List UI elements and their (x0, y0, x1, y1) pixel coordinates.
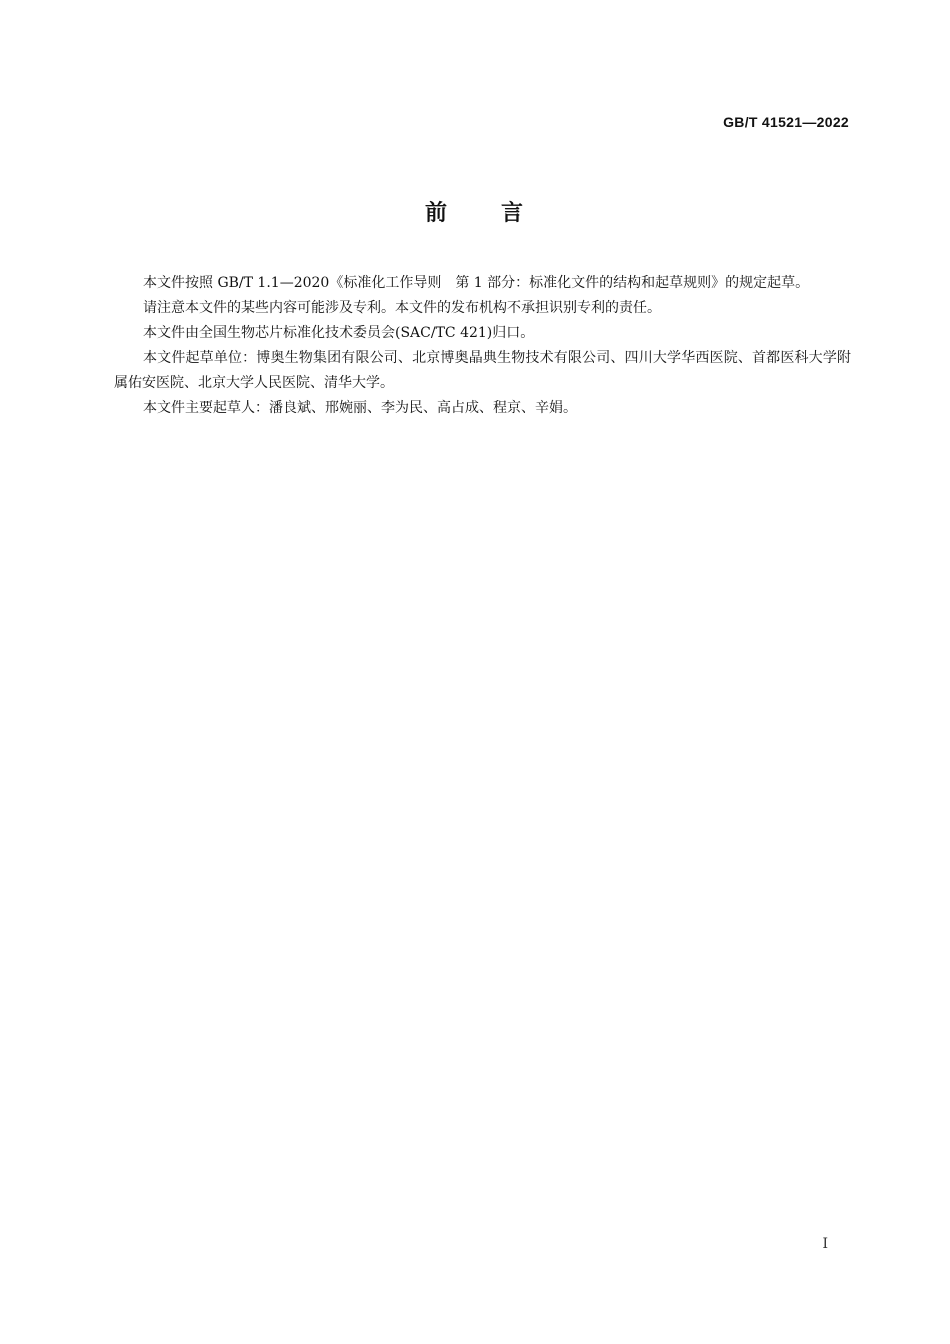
page-title (0, 196, 950, 227)
title-char-2: 言 (501, 201, 526, 226)
standard-number: GB/T 41521—2022 (723, 114, 849, 130)
paragraph-committee: 本文件由全国生物芯片标准化技术委员会(SAC/TC 421)归口。 (143, 325, 535, 341)
paragraph-patent-notice: 请注意本文件的某些内容可能涉及专利。本文件的发布机构不承担识别专利的责任。 (143, 300, 661, 316)
foreword-body (114, 271, 851, 421)
paragraph-drafting-units: 本文件起草单位：博奥生物集团有限公司、北京博奥晶典生物技术有限公司、四川大学华西医院、首都医科大学附属佑安医院、北京大学人民医院、清华大学。 (114, 350, 851, 391)
title-char-1: 前 (424, 201, 449, 226)
page-number: I (822, 1236, 828, 1252)
paragraph-drafting-rules: 本文件按照 GB/T 1.1—2020《标准化工作导则 第 1 部分：标准化文件的结构和起草规则》的规定起草。 (143, 275, 810, 291)
paragraph-drafters: 本文件主要起草人：潘良斌、邢婉丽、李为民、高占成、程京、辛娟。 (143, 400, 577, 416)
